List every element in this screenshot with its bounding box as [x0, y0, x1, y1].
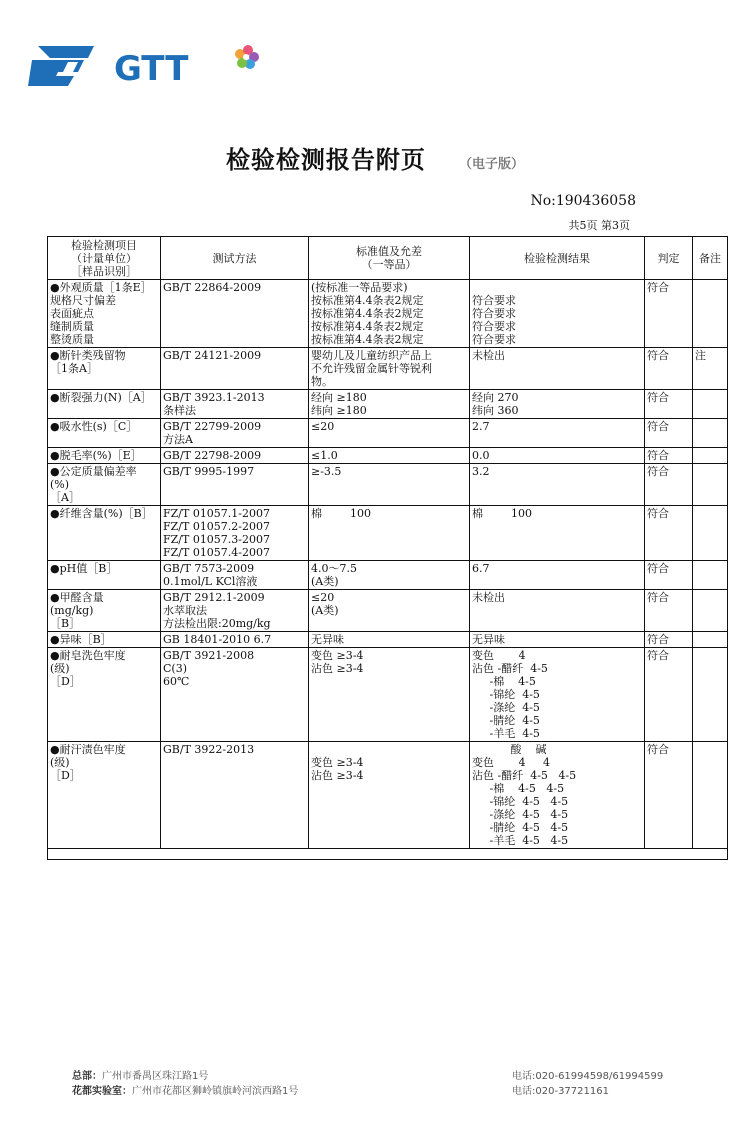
footer-lab — [72, 1082, 298, 1097]
cell-method: GB/T 2912.1-2009 水萃取法 方法检出限:20mg/kg — [161, 590, 309, 632]
footer-lab-phone: 电话:020-37721161 — [512, 1086, 609, 1097]
cell-item: ●异味［B］ — [48, 632, 161, 648]
report-title: 检验检测报告附页 — [225, 146, 426, 174]
table-row — [48, 419, 728, 448]
cell-result: 未检出 — [470, 590, 645, 632]
table-row — [48, 742, 728, 849]
cell-result: 0.0 — [470, 448, 645, 464]
footer-hq-phone: 电话:020-61994598/61994599 — [512, 1071, 664, 1082]
footer-lab-address: 广州市花都区狮岭镇旗岭河滨西路1号 — [132, 1086, 299, 1097]
cell-note — [693, 742, 728, 849]
cell-item: ●pH值［B］ — [48, 561, 161, 590]
cell-standard: 4.0～7.5 (A类) — [309, 561, 470, 590]
cell-item: ●纤维含量(%)［B］ — [48, 506, 161, 561]
cell-method: GB/T 22798-2009 — [161, 448, 309, 464]
cell-result: 变色 4 沾色 -醋纤 4-5 -棉 4-5 -锦纶 4-5 -涤纶 4-5 -腈纶 4-5 -羊毛 4-5 — [470, 648, 645, 742]
header-note: 备注 — [693, 237, 728, 280]
cell-method: FZ/T 01057.1-2007 FZ/T 01057.2-2007 FZ/T 01057.3-2007 FZ/T 01057.4-2007 — [161, 506, 309, 561]
report-title-block — [0, 140, 750, 175]
cell-result: 未检出 — [470, 348, 645, 390]
table-row — [48, 448, 728, 464]
footer-hq-label: 总部： — [72, 1071, 102, 1082]
page-info: 共5页 第3页 — [568, 219, 630, 232]
cell-standard: ≤20 — [309, 419, 470, 448]
cell-note: 注 — [693, 348, 728, 390]
cell-result: 棉 100 — [470, 506, 645, 561]
cell-note — [693, 280, 728, 348]
cell-note — [693, 419, 728, 448]
table-row — [48, 506, 728, 561]
cell-verdict: 符合 — [645, 348, 693, 390]
cell-verdict: 符合 — [645, 506, 693, 561]
cell-standard: (按标准一等品要求) 按标准第4.4条表2规定 按标准第4.4条表2规定 按标准第4.4条表2规定 按标准第4.4条表2规定 — [309, 280, 470, 348]
table-end-cell — [48, 849, 728, 860]
header-standard: 标准值及允差 （一等品） — [309, 237, 470, 280]
cell-item: ●外观质量［1条E］ 规格尺寸偏差 表面疵点 缝制质量 整烫质量 — [48, 280, 161, 348]
cell-note — [693, 561, 728, 590]
cell-standard: 变色 ≥3-4 沾色 ≥3-4 — [309, 648, 470, 742]
cell-standard: 变色 ≥3-4 沾色 ≥3-4 — [309, 742, 470, 849]
table-row — [48, 390, 728, 419]
cell-result: 3.2 — [470, 464, 645, 506]
table-row — [48, 590, 728, 632]
footer-hq — [72, 1067, 208, 1082]
cell-note — [693, 448, 728, 464]
cell-item: ●脱毛率(%)［E］ — [48, 448, 161, 464]
cell-method: GB/T 9995-1997 — [161, 464, 309, 506]
cell-note — [693, 648, 728, 742]
cell-note — [693, 590, 728, 632]
cell-verdict: 符合 — [645, 590, 693, 632]
cell-item: ●耐皂洗色牢度 (级) ［D］ — [48, 648, 161, 742]
header-result: 检验检测结果 — [470, 237, 645, 280]
cell-verdict: 符合 — [645, 419, 693, 448]
report-number: No:190436058 — [530, 193, 636, 209]
table-row — [48, 464, 728, 506]
table-row — [48, 280, 728, 348]
cell-note — [693, 506, 728, 561]
cell-method: GB/T 3921-2008 C(3) 60℃ — [161, 648, 309, 742]
cell-method: GB/T 7573-2009 0.1mol/L KCl溶液 — [161, 561, 309, 590]
cell-result: 2.7 — [470, 419, 645, 448]
cell-verdict: 符合 — [645, 280, 693, 348]
cell-method: GB/T 3923.1-2013 条样法 — [161, 390, 309, 419]
table-row — [48, 632, 728, 648]
cell-result: 经向 270 纬向 360 — [470, 390, 645, 419]
cell-verdict: 符合 — [645, 448, 693, 464]
cell-standard: ≤20 (A类) — [309, 590, 470, 632]
header-item: 检验检测项目 （计量单位） ［样品识别］ — [48, 237, 161, 280]
report-subtitle: （电子版） — [459, 157, 525, 172]
cell-method: GB/T 22864-2009 — [161, 280, 309, 348]
gtt-logo-mark-icon — [28, 42, 268, 90]
cell-method: GB/T 24121-2009 — [161, 348, 309, 390]
cell-item: ●甲醛含量 (mg/kg) ［B］ — [48, 590, 161, 632]
cell-verdict: 符合 — [645, 390, 693, 419]
cell-note — [693, 390, 728, 419]
cell-item: ●吸水性(s)［C］ — [48, 419, 161, 448]
brand-name: GTT — [114, 49, 189, 89]
table-end-row — [48, 849, 728, 860]
cell-standard: 棉 100 — [309, 506, 470, 561]
cell-result: 6.7 — [470, 561, 645, 590]
cell-verdict: 符合 — [645, 742, 693, 849]
cell-method: GB/T 3922-2013 — [161, 742, 309, 849]
cell-standard: 无异味 — [309, 632, 470, 648]
cell-result: 酸 碱 变色 4 4 沾色 -醋纤 4-5 4-5 -棉 4-5 4-5 -锦纶 4-5 4-5 -涤纶 4-5 4-5 -腈纶 4-5 4-5 -羊毛 4-5 4-5 — [470, 742, 645, 849]
cell-verdict: 符合 — [645, 561, 693, 590]
footer-lab-label: 花都实验室： — [72, 1086, 132, 1097]
cell-standard: 婴幼儿及儿童纺织产品上 不允许残留金属针等锐利 物。 — [309, 348, 470, 390]
cell-result: 无异味 — [470, 632, 645, 648]
cell-result: 符合要求 符合要求 符合要求 符合要求 — [470, 280, 645, 348]
cell-item: ●断针类残留物 ［1条A］ — [48, 348, 161, 390]
company-logo — [28, 42, 268, 90]
cell-standard: ≤1.0 — [309, 448, 470, 464]
cell-item: ●耐汗渍色牢度 (级) ［D］ — [48, 742, 161, 849]
table-row — [48, 648, 728, 742]
cell-note — [693, 464, 728, 506]
table-row — [48, 561, 728, 590]
header-method: 测试方法 — [161, 237, 309, 280]
cell-verdict: 符合 — [645, 632, 693, 648]
footer-hq-address: 广州市番禺区珠江路1号 — [102, 1071, 209, 1082]
cell-method: GB 18401-2010 6.7 — [161, 632, 309, 648]
cell-standard: ≥-3.5 — [309, 464, 470, 506]
cell-standard: 经向 ≥180 纬向 ≥180 — [309, 390, 470, 419]
cell-method: GB/T 22799-2009 方法A — [161, 419, 309, 448]
header-verdict: 判定 — [645, 237, 693, 280]
table-row — [48, 348, 728, 390]
table-header-row — [48, 237, 728, 280]
cell-item: ●公定质量偏差率 (%) ［A］ — [48, 464, 161, 506]
cell-verdict: 符合 — [645, 464, 693, 506]
results-table — [47, 236, 728, 860]
cell-verdict: 符合 — [645, 648, 693, 742]
cell-note — [693, 632, 728, 648]
cell-item: ●断裂强力(N)［A］ — [48, 390, 161, 419]
